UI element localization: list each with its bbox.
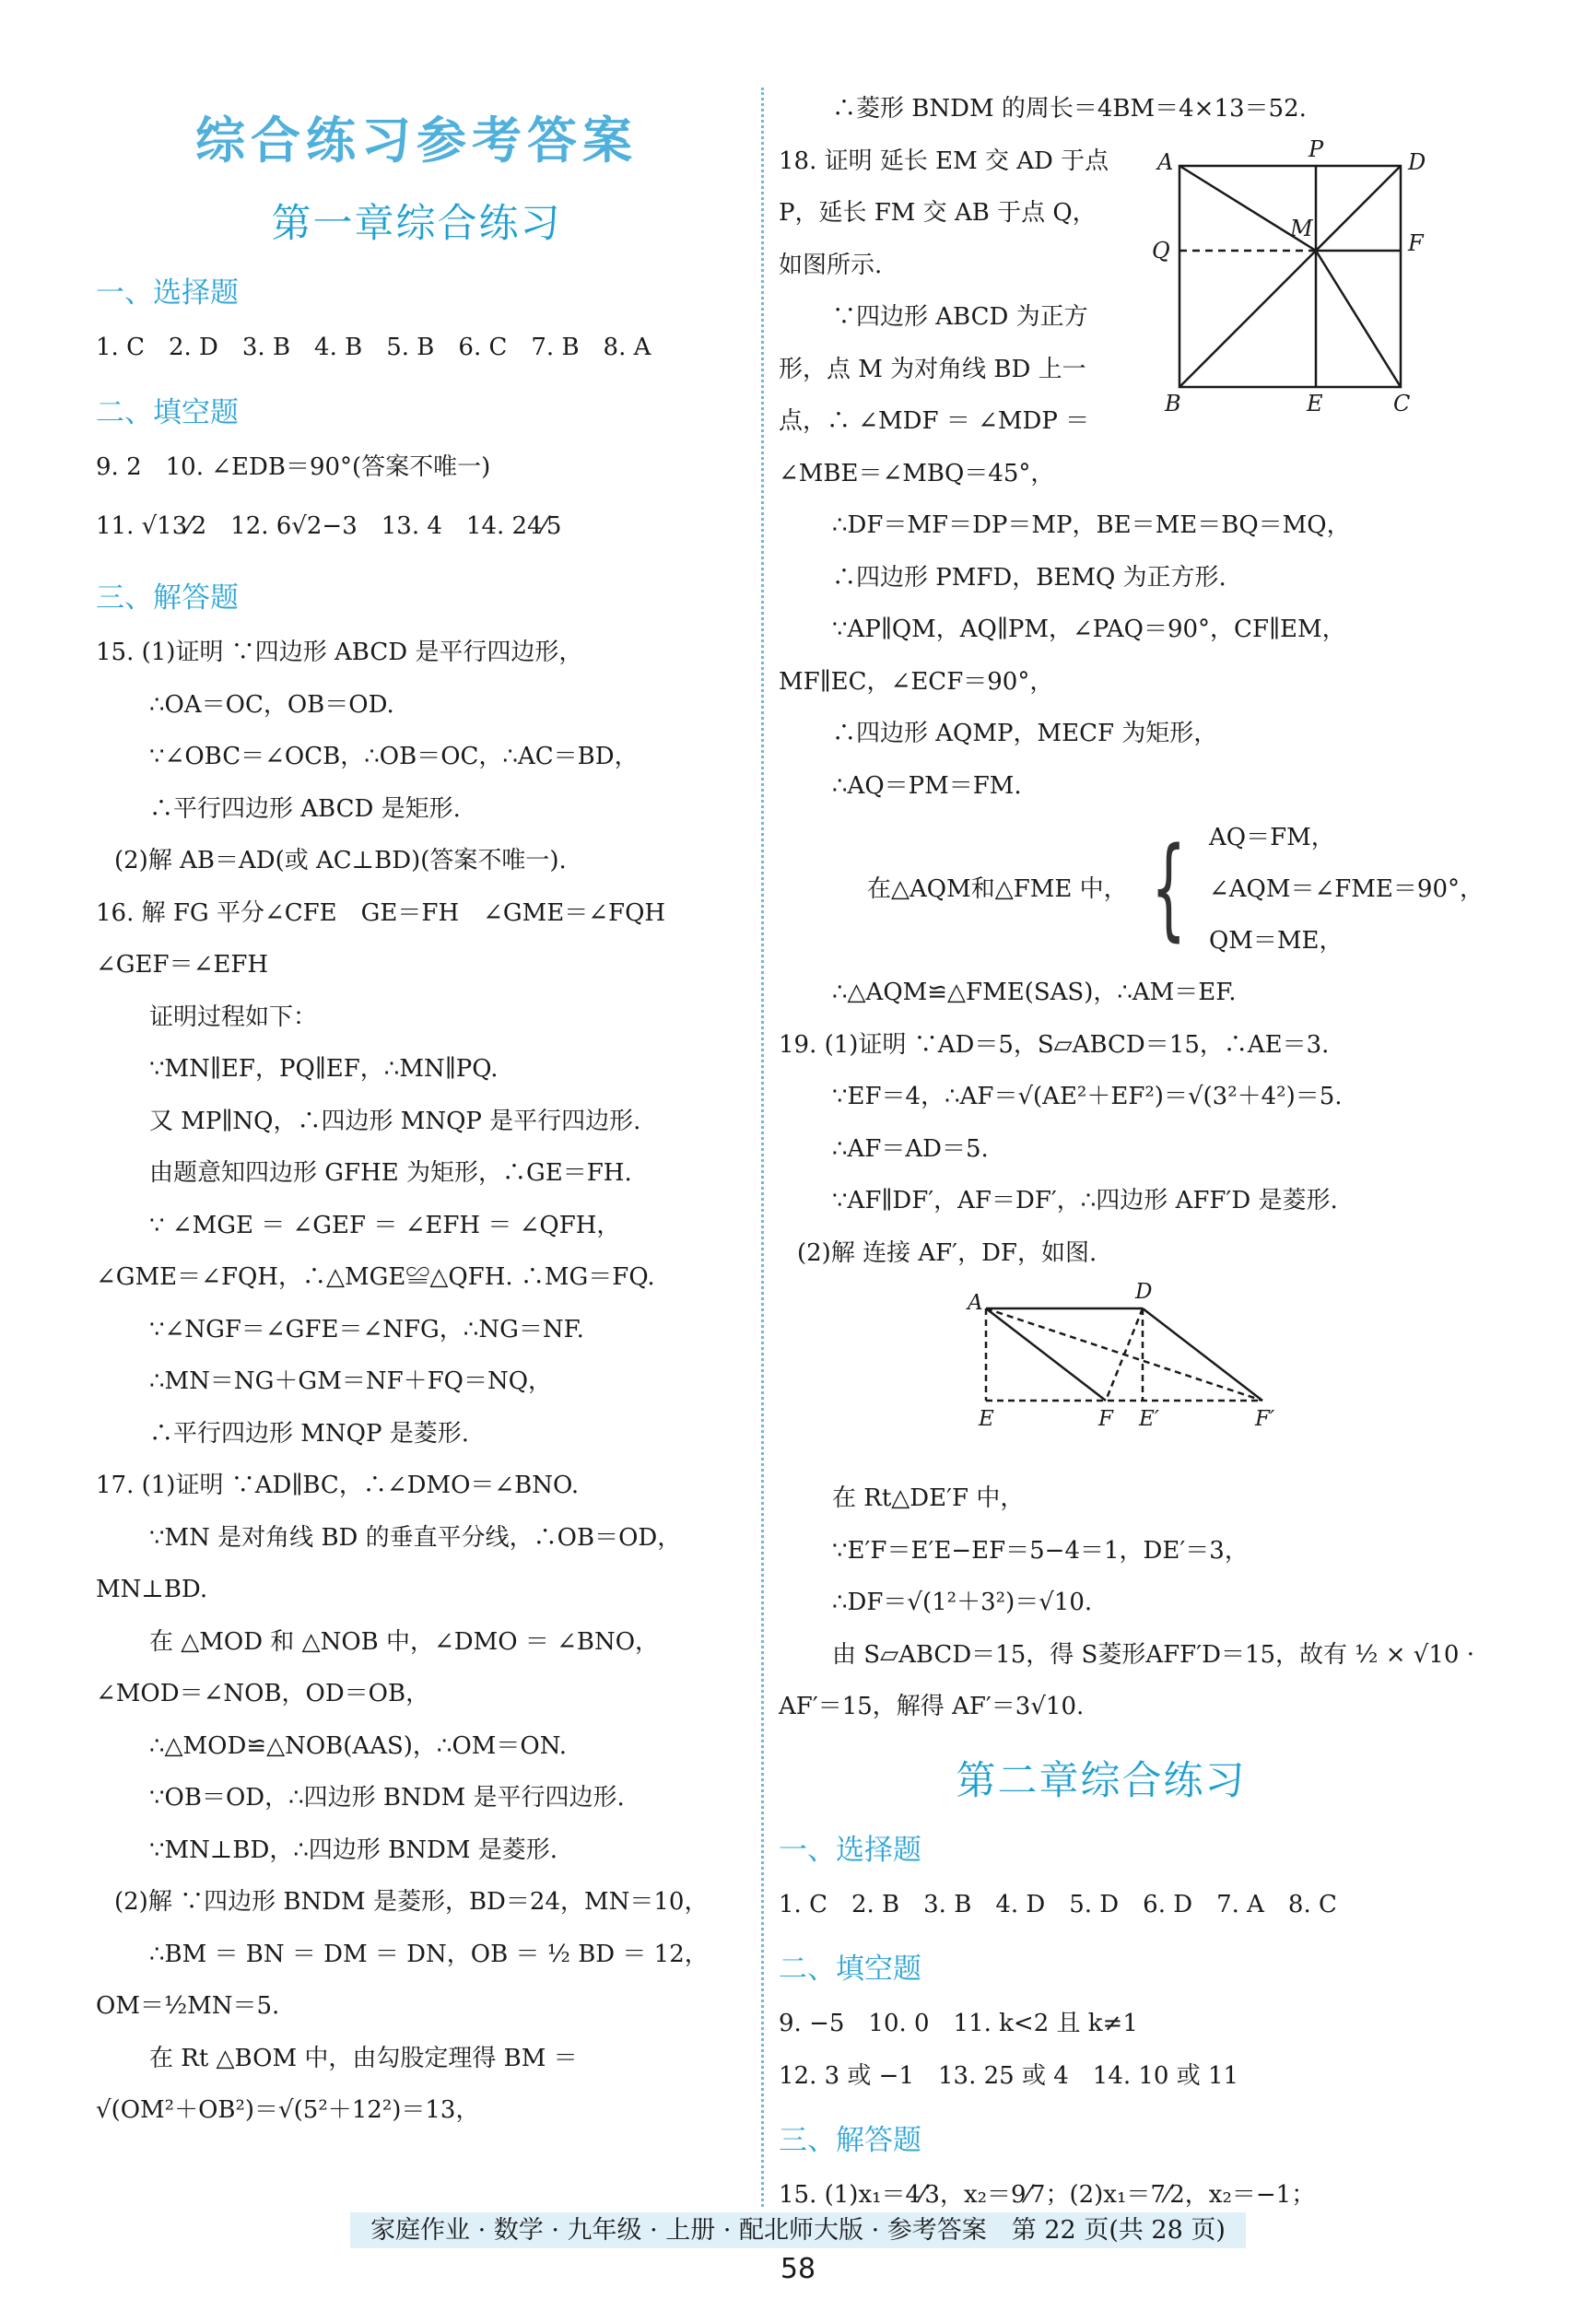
text-line: 点，∴ ∠MDF ＝ ∠MDP ＝ [779,407,1090,435]
text-line: 18. 证明 延长 EM 交 AD 于点 [779,147,1109,175]
ch1-choice-answers: 1. C 2. D 3. B 4. B 5. B 6. C 7. B 8. A [96,334,651,361]
chapter1-title: 第一章综合练习 [271,201,562,247]
text-line: (2)解 AB＝AD(或 AC⊥BD)(答案不唯一). [114,847,567,874]
ch2-section-fill: 二、填空题 [779,1953,921,1986]
ch2-answer-15: 15. (1)x₁＝4⁄3，x₂＝9⁄7；(2)x₁＝7⁄2，x₂＝−1； [779,2181,1316,2209]
text-line: ∴△AQM≌△FME(SAS)，∴AM＝EF. [832,979,1237,1006]
text-line: 如图所示. [779,251,883,279]
text-line: ∵MN∥EF，PQ∥EF，∴MN∥PQ. [149,1055,499,1083]
text-line: ∵E′F＝E′E−EF＝5−4＝1，DE′＝3， [832,1536,1249,1565]
ch2-fill-answers-2: 12. 3 或 −1 13. 25 或 4 14. 10 或 11 [779,2061,1239,2090]
ch1-section-choice: 一、选择题 [96,276,239,310]
fig1-label-m: M [1290,216,1313,241]
text-line: ∴DF＝√(1²＋3²)＝√10. [832,1589,1093,1616]
text-line: OM＝½MN＝5. [96,1992,280,2020]
text-line: 在 Rt△DE′F 中， [832,1484,1025,1512]
brace-items [1209,812,1484,967]
text-line: ∴AF＝AD＝5. [832,1134,989,1163]
text-line: ∴菱形 BNDM 的周长＝4BM＝4×13＝52. [832,95,1307,123]
text-line: ∵AF∥DF′，AF＝DF′，∴四边形 AFF′D 是菱形. [832,1187,1338,1214]
text-line: √(OM²＋OB²)＝√(5²＋12²)＝13， [96,2096,480,2124]
text-line: 16. 解 FG 平分∠CFE GE＝FH ∠GME＝∠FQH [96,898,666,927]
page-title: 综合练习参考答案 [195,111,638,170]
ch1-section-solve: 三、解答题 [96,581,239,615]
text-line: AF′＝15，解得 AF′＝3√10. [779,1693,1085,1720]
fig1-label-d: D [1408,149,1426,175]
text-line: ∴BM ＝ BN ＝ DM ＝ DN，OB ＝ ½ BD ＝ 12， [149,1940,709,1968]
brace-lead: 在△AQM和△FME 中， [867,874,1128,903]
brace-item: QM＝ME， [1208,927,1344,955]
text-line: 形，点 M 为对角线 BD 上一 [779,355,1086,383]
text-line: ∴四边形 AQMP，MECF 为矩形， [832,720,1218,747]
text-line: 又 MP∥NQ，∴四边形 MNQP 是平行四边形. [149,1107,641,1135]
text-line: 证明过程如下： [149,1003,318,1031]
figure-rhombus [958,1276,1290,1433]
text-line: P，延长 FM 交 AB 于点 Q， [779,199,1097,227]
page-footer [0,2210,1596,2246]
ch1-fill-answers-2: 11. √13⁄2 12. 6√2−3 13. 4 14. 24⁄5 [96,512,562,540]
text-line: ∠MOD＝∠NOB，OD＝OB， [96,1680,430,1707]
text-line: MN⊥BD. [96,1576,208,1603]
text-line: ∵OB＝OD，∴四边形 BNDM 是平行四边形. [149,1784,625,1812]
brace-item: ∠AQM＝∠FME＝90°， [1208,875,1484,903]
right-solutions-low [779,1472,1474,1733]
right-solutions-mid [779,967,1424,1279]
ch2-section-choice: 一、选择题 [779,1833,921,1867]
text-line: ∴OA＝OC，OB＝OD. [149,690,394,719]
text-line: ∠MBE＝∠MBQ＝45°， [779,459,1055,487]
fig1-label-f: F [1408,230,1424,256]
fig2-label-f: F [1098,1407,1113,1431]
text-line: ∵∠OBC＝∠OCB，∴OB＝OC，∴AC＝BD， [149,743,639,770]
text-line: ∴DF＝MF＝DP＝MP，BE＝ME＝BQ＝MQ， [832,511,1351,539]
text-line: 在 △MOD 和 △NOB 中，∠DMO ＝ ∠BNO， [149,1627,660,1656]
ch1-section-fill: 二、填空题 [96,395,239,429]
text-line: ∵MN⊥BD，∴四边形 BNDM 是菱形. [149,1836,557,1864]
text-line: MF∥EC，∠ECF＝90°， [779,667,1054,696]
fig2-label-a: A [968,1291,983,1315]
text-line: ∴四边形 PMFD，BEMQ 为正方形. [832,563,1226,592]
fig2-label-e: E [979,1407,994,1431]
text-line: ∵ ∠MGE ＝ ∠GEF ＝ ∠EFH ＝ ∠QFH， [149,1211,621,1239]
text-line: (2)解 ∵四边形 BNDM 是菱形，BD＝24，MN＝10， [114,1888,709,1916]
text-line: ∵四边形 ABCD 为正方 [832,303,1088,331]
figure-square-abcd [1143,138,1428,415]
text-line: ∵EF＝4，∴AF＝√(AE²＋EF²)＝√(3²＋4²)＝5. [832,1083,1343,1110]
text-line: (2)解 连接 AF′，DF，如图. [797,1238,1097,1267]
ch2-section-solve: 三、解答题 [779,2124,921,2157]
text-line: 19. (1)证明 ∵AD＝5，S▱ABCD＝15，∴AE＝3. [779,1030,1330,1059]
congruence-brace [779,812,1484,967]
page-number: 58 [780,2253,816,2285]
fig1-label-e: E [1307,391,1323,415]
fig1-label-a: A [1157,149,1174,175]
text-line: 由 S▱ABCD＝15，得 S菱形AFF′D＝15，故有 ½ × √10 · [832,1640,1474,1669]
ch2-fill-answers-1: 9. −5 10. 0 11. k<2 且 k≠1 [779,2010,1138,2037]
fig2-label-d: D [1135,1280,1153,1304]
ch1-fill-answers-1: 9. 2 10. ∠EDB＝90°(答案不唯一) [96,452,491,481]
text-line: 在 Rt △BOM 中，由勾股定理得 BM ＝ [149,2044,578,2072]
text-line: ∠GME＝∠FQH，∴△MGE≌△QFH. ∴MG＝FQ. [96,1263,655,1291]
text-line: ∴△MOD≌△NOB(AAS)，∴OM＝ON. [149,1731,568,1760]
fig1-label-q: Q [1152,238,1170,264]
fig1-label-b: B [1165,391,1181,415]
text-line: ∴MN＝NG＋GM＝NF＋FQ＝NQ， [149,1367,553,1395]
text-line: ∴平行四边形 MNQP 是菱形. [149,1419,469,1448]
left-column [96,83,737,2137]
fig1-label-c: C [1393,391,1411,415]
brace-item: AQ＝FM， [1208,824,1335,851]
text-line: ∠GEF＝∠EFH [96,951,269,979]
ch1-solutions [96,627,737,2137]
text-line: 由题意知四边形 GFHE 为矩形，∴GE＝FH. [149,1159,632,1187]
ch2-choice-answers: 1. C 2. B 3. B 4. D 5. D 6. D 7. A 8. C [779,1890,1337,1918]
chapter2-title: 第二章综合练习 [956,1757,1247,1804]
text-line: ∴AQ＝PM＝FM. [832,771,1022,800]
text-line: ∵∠NGF＝∠GFE＝∠NFG，∴NG＝NF. [149,1315,584,1343]
column-divider [761,88,764,2207]
fig1-label-p: P [1308,138,1324,162]
text-line: ∵MN 是对角线 BD 的垂直平分线，∴OB＝OD， [149,1523,682,1552]
text-line: ∴平行四边形 ABCD 是矩形. [149,794,461,823]
brace-symbol: { [1150,825,1186,953]
text-line: ∵AP∥QM，AQ∥PM，∠PAQ＝90°，CF∥EM， [832,616,1346,643]
text-line: 17. (1)证明 ∵AD∥BC，∴∠DMO＝∠BNO. [96,1472,580,1499]
fig2-label-f-prime: F′ [1255,1407,1275,1431]
footer-text: 家庭作业 · 数学 · 九年级 · 上册 · 配北师大版 · 参考答案 第 22 页(共 28 页) [350,2212,1246,2248]
text-line: 15. (1)证明 ∵四边形 ABCD 是平行四边形， [96,639,583,666]
fig2-label-e-prime: E′ [1139,1407,1160,1431]
